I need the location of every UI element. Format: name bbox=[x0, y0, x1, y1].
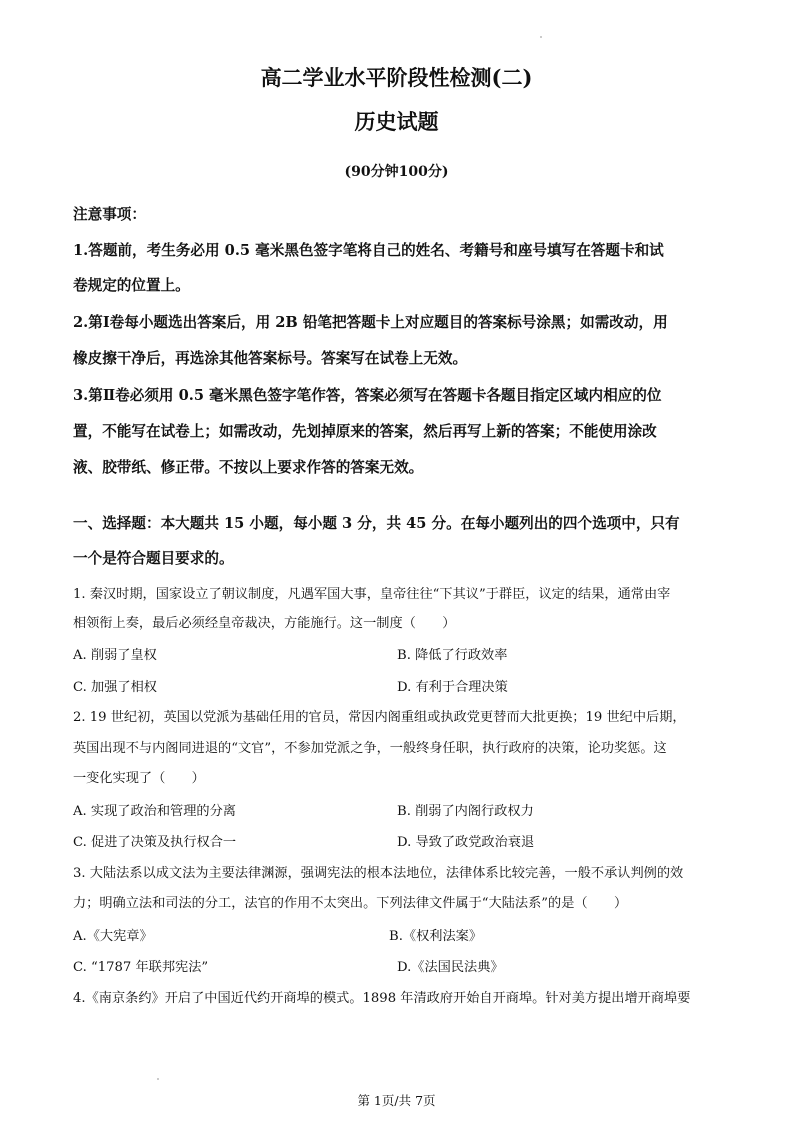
question-line: 一变化实现了（ ） bbox=[73, 771, 205, 786]
notice-line: 橡皮擦干净后，再选涂其他答案标号。答案写在试卷上无效。 bbox=[73, 350, 468, 367]
question-line: 2. 19 世纪初，英国以党派为基础任用的官员，常因内阁重组或执政党更替而大批更换；19 世纪中后期， bbox=[73, 710, 686, 725]
option-d: D. 导致了政党政治衰退 bbox=[397, 835, 535, 850]
scan-dot bbox=[540, 36, 542, 38]
notice-line: 置，不能写在试卷上；如需改动，先划掉原来的答案，然后再写上新的答案；不能使用涂改 bbox=[73, 423, 657, 440]
question-line: 力；明确立法和司法的分工，法官的作用不太突出。下列法律文件属于“大陆法系”的是（ ） bbox=[73, 896, 628, 911]
question-line: 3. 大陆法系以成文法为主要法律渊源，强调宪法的根本法地位，法律体系比较完善，一般不承认判例的效 bbox=[73, 866, 684, 881]
exam-title: 高二学业水平阶段性检测(二) bbox=[260, 65, 533, 90]
page-number: 第 1页/共 7页 bbox=[357, 1093, 436, 1108]
notice-line: 2.第Ⅰ卷每小题选出答案后，用 2B 铅笔把答题卡上对应题目的答案标号涂黑；如需改动，用 bbox=[73, 314, 668, 331]
notice-line: 1.答题前，考生务必用 0.5 毫米黑色签字笔将自己的姓名、考籍号和座号填写在答题卡和试 bbox=[73, 242, 664, 259]
option-a: A. 削弱了皇权 bbox=[73, 648, 157, 663]
section-heading: 一、选择题：本大题共 15 小题，每小题 3 分，共 45 分。在每小题列出的四个选项中，只有 bbox=[73, 515, 680, 532]
question-line: 英国出现不与内阁同进退的“文官”，不参加党派之争，一般终身任职，执行政府的决策，论功奖惩。这 bbox=[73, 741, 667, 756]
option-c: C. 促进了决策及执行权合一 bbox=[73, 835, 237, 850]
scan-dot bbox=[157, 1078, 159, 1080]
option-d: D.《法国民法典》 bbox=[397, 960, 504, 975]
notice-line: 液、胶带纸、修正带。不按以上要求作答的答案无效。 bbox=[73, 459, 424, 476]
question-line: 1. 秦汉时期，国家设立了朝议制度，凡遇军国大事，皇帝往往“下其议”于群臣，议定的结果，通常由宰 bbox=[73, 587, 671, 602]
section-heading: 一个是符合题目要求的。 bbox=[73, 550, 234, 567]
question-line: 4.《南京条约》开启了中国近代约开商埠的模式。1898 年清政府开始自开商埠。针对美方提出增开商埠要 bbox=[73, 991, 691, 1006]
subject-title: 历史试题 bbox=[354, 109, 439, 134]
time-score: (90分钟100分) bbox=[344, 164, 449, 180]
option-d: D. 有利于合理决策 bbox=[397, 680, 508, 695]
option-b: B. 削弱了内阁行政权力 bbox=[397, 804, 534, 819]
option-a: A.《大宪章》 bbox=[73, 929, 153, 944]
option-b: B.《权利法案》 bbox=[389, 929, 483, 944]
option-c: C. 加强了相权 bbox=[73, 680, 157, 695]
notice-line: 卷规定的位置上。 bbox=[73, 277, 190, 294]
option-c: C. “1787 年联邦宪法” bbox=[73, 960, 209, 975]
notice-heading: 注意事项： bbox=[73, 206, 146, 223]
option-b: B. 降低了行政效率 bbox=[397, 648, 508, 663]
option-a: A. 实现了政治和管理的分离 bbox=[73, 804, 236, 819]
question-line: 相领衔上奏，最后必须经皇帝裁决，方能施行。这一制度（ ） bbox=[73, 616, 456, 631]
notice-line: 3.第Ⅱ卷必须用 0.5 毫米黑色签字笔作答，答案必须写在答题卡各题目指定区域内相应的位 bbox=[73, 387, 662, 404]
